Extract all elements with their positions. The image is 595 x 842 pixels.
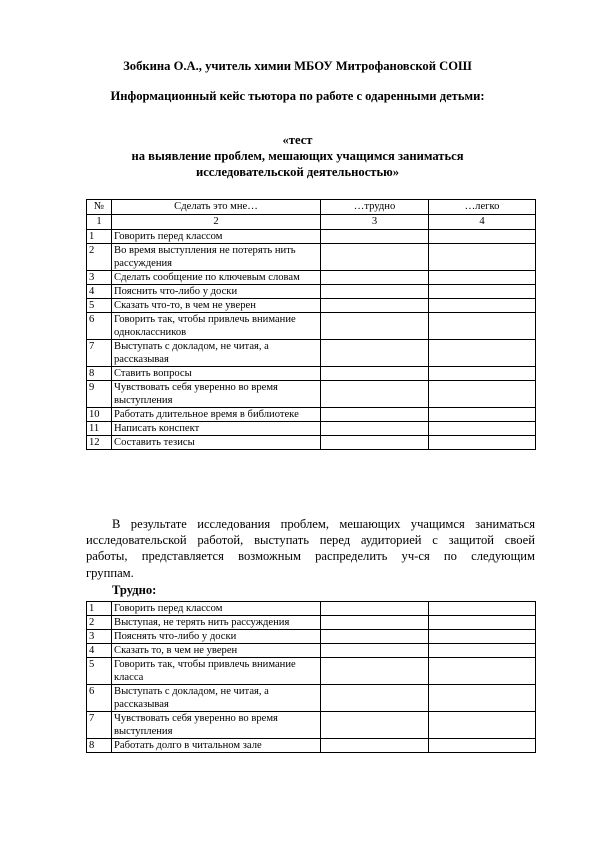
difficult-cell: [321, 340, 429, 367]
conclusion-line-4: группам.: [86, 565, 134, 580]
survey-row: [87, 230, 536, 244]
difficult-cell: [321, 271, 429, 285]
row-text: Говорить так, чтобы привлечь внимание класса: [112, 658, 321, 685]
difficult-row: [87, 685, 536, 712]
easy-cell: [429, 739, 536, 753]
row-text: Говорить перед классом: [112, 602, 321, 616]
row-text: Составить тезисы: [112, 436, 321, 450]
column-header-easy: …легко: [429, 200, 536, 215]
easy-cell: [429, 644, 536, 658]
test-title-line-2: на выявление проблем, мешающих учащимся заниматься: [131, 149, 464, 163]
row-text: Говорить перед классом: [112, 230, 321, 244]
survey-header-row: [87, 200, 536, 215]
column-number-4: 4: [429, 215, 536, 230]
case-title: Информационный кейс тьютора по работе с одаренными детьми:: [110, 89, 485, 103]
difficult-cell: [321, 244, 429, 271]
survey-row: [87, 340, 536, 367]
row-text: Чувствовать себя уверенно во время выступления: [112, 381, 321, 408]
easy-cell: [429, 299, 536, 313]
conclusion-line-3: работы, представляется возможным распределить уч-ся по следующим: [86, 549, 535, 564]
row-text: Написать конспект: [112, 422, 321, 436]
row-number: 11: [87, 422, 112, 436]
difficult-row: [87, 616, 536, 630]
difficult-cell: [321, 313, 429, 340]
row-text: Чувствовать себя уверенно во время выступления: [112, 712, 321, 739]
survey-column-number-row: [87, 215, 536, 230]
column-header-difficult: …трудно: [321, 200, 429, 215]
group-heading: Трудно:: [112, 583, 157, 597]
difficult-cell: [321, 408, 429, 422]
row-number: 3: [87, 271, 112, 285]
test-title-line-1: «тест: [282, 133, 313, 147]
easy-cell: [429, 381, 536, 408]
easy-cell: [429, 712, 536, 739]
easy-cell: [429, 285, 536, 299]
difficult-table: [86, 601, 536, 753]
easy-cell: [429, 244, 536, 271]
survey-row: [87, 408, 536, 422]
row-number: 5: [87, 658, 112, 685]
difficult-cell: [321, 712, 429, 739]
easy-cell: [429, 685, 536, 712]
difficult-cell: [321, 381, 429, 408]
conclusion-line-1: В результате исследования проблем, мешающих учащимся заниматься: [112, 517, 535, 531]
easy-cell: [429, 658, 536, 685]
difficult-cell: [321, 739, 429, 753]
row-number: 8: [87, 367, 112, 381]
row-text: Выступать с докладом, не читая, а рассказывая: [112, 685, 321, 712]
row-number: 6: [87, 685, 112, 712]
difficult-cell: [321, 230, 429, 244]
difficult-row: [87, 644, 536, 658]
row-text: Во время выступления не потерять нить рассуждения: [112, 244, 321, 271]
column-number-1: 1: [87, 215, 112, 230]
survey-row: [87, 422, 536, 436]
row-number: 2: [87, 244, 112, 271]
difficult-cell: [321, 285, 429, 299]
row-number: 3: [87, 630, 112, 644]
easy-cell: [429, 422, 536, 436]
row-text: Сказать то, в чем не уверен: [112, 644, 321, 658]
column-header-action: Сделать это мне…: [112, 200, 321, 215]
easy-cell: [429, 340, 536, 367]
difficult-cell: [321, 422, 429, 436]
row-number: 5: [87, 299, 112, 313]
row-number: 1: [87, 230, 112, 244]
row-text: Сказать что-то, в чем не уверен: [112, 299, 321, 313]
easy-cell: [429, 367, 536, 381]
survey-row: [87, 244, 536, 271]
row-number: 2: [87, 616, 112, 630]
test-title-line-3: исследовательской деятельностью»: [195, 165, 400, 179]
difficult-cell: [321, 658, 429, 685]
row-text: Выступать с докладом, не читая, а рассказывая: [112, 340, 321, 367]
difficult-cell: [321, 436, 429, 450]
row-text: Выступая, не терять нить рассуждения: [112, 616, 321, 630]
difficult-row: [87, 602, 536, 616]
difficult-cell: [321, 630, 429, 644]
difficult-cell: [321, 644, 429, 658]
survey-row: [87, 285, 536, 299]
row-number: 7: [87, 340, 112, 367]
row-number: 12: [87, 436, 112, 450]
row-text: Пояснить что-либо у доски: [112, 285, 321, 299]
row-number: 4: [87, 285, 112, 299]
row-text: Говорить так, чтобы привлечь внимание одноклассников: [112, 313, 321, 340]
survey-row: [87, 299, 536, 313]
easy-cell: [429, 630, 536, 644]
survey-row: [87, 313, 536, 340]
row-text: Ставить вопросы: [112, 367, 321, 381]
difficult-row: [87, 658, 536, 685]
author-line: Зобкина О.А., учитель химии МБОУ Митрофановской СОШ: [123, 59, 472, 73]
row-number: 8: [87, 739, 112, 753]
column-header-number: №: [87, 200, 112, 215]
easy-cell: [429, 230, 536, 244]
difficult-cell: [321, 685, 429, 712]
row-text: Работать долго в читальном зале: [112, 739, 321, 753]
difficult-cell: [321, 367, 429, 381]
row-number: 1: [87, 602, 112, 616]
conclusion-line-2: исследовательской работой, выступать перед аудиторией с защитой своей: [86, 533, 535, 548]
difficult-row: [87, 712, 536, 739]
row-text: Сделать сообщение по ключевым словам: [112, 271, 321, 285]
row-number: 7: [87, 712, 112, 739]
row-number: 10: [87, 408, 112, 422]
easy-cell: [429, 436, 536, 450]
row-number: 9: [87, 381, 112, 408]
easy-cell: [429, 616, 536, 630]
row-number: 6: [87, 313, 112, 340]
difficult-cell: [321, 299, 429, 313]
row-text: Работать длительное время в библиотеке: [112, 408, 321, 422]
difficult-cell: [321, 602, 429, 616]
survey-table: [86, 199, 536, 450]
survey-row: [87, 436, 536, 450]
easy-cell: [429, 313, 536, 340]
conclusion-paragraph: [86, 516, 535, 581]
survey-row: [87, 271, 536, 285]
column-number-3: 3: [321, 215, 429, 230]
easy-cell: [429, 408, 536, 422]
difficult-row: [87, 630, 536, 644]
row-text: Пояснять что-либо у доски: [112, 630, 321, 644]
row-number: 4: [87, 644, 112, 658]
easy-cell: [429, 271, 536, 285]
difficult-cell: [321, 616, 429, 630]
easy-cell: [429, 602, 536, 616]
survey-row: [87, 381, 536, 408]
survey-row: [87, 367, 536, 381]
column-number-2: 2: [112, 215, 321, 230]
difficult-row: [87, 739, 536, 753]
